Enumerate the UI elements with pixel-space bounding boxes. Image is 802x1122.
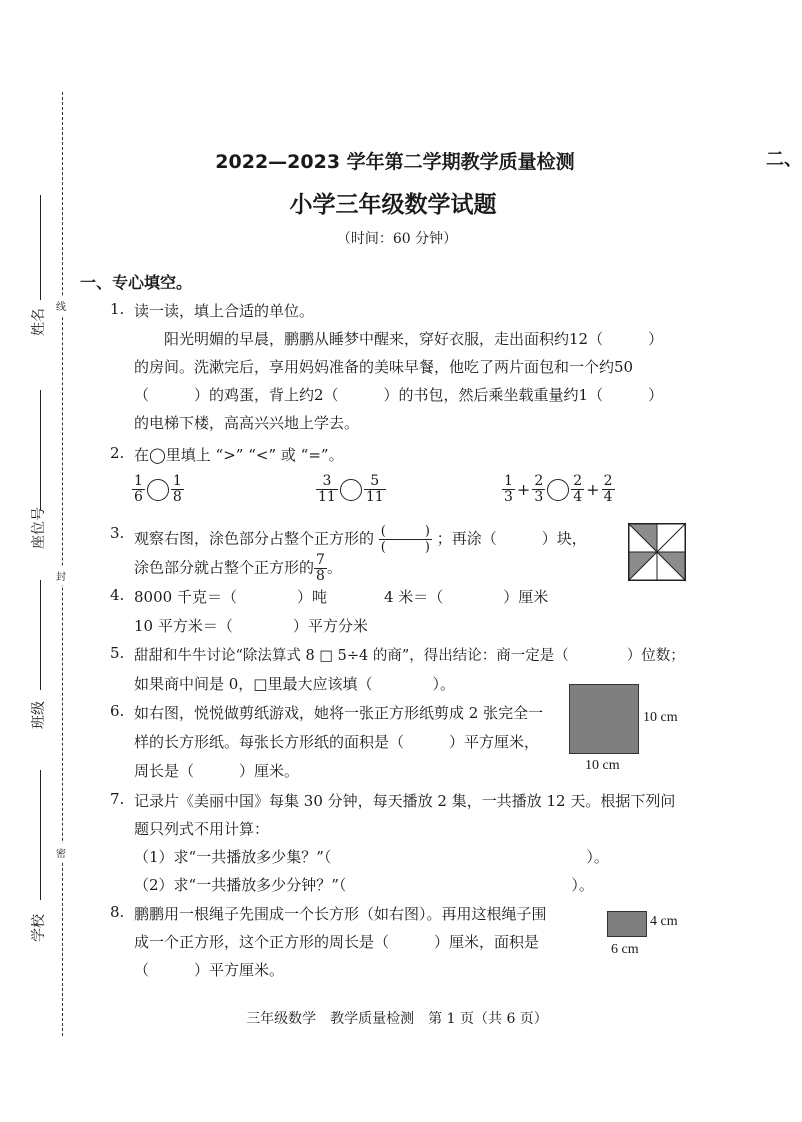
q3-number: 3. — [110, 524, 125, 542]
q7-number: 7. — [110, 790, 125, 808]
q2-compare-a — [132, 474, 184, 505]
cut-mark-line: 线 — [56, 296, 66, 315]
q2-number: 2. — [110, 444, 125, 462]
q1-number: 1. — [110, 300, 125, 318]
q1-line1: 阳光明媚的早晨，鹏鹏从睡梦中醒来，穿好衣服，走出面积约12（ ） — [164, 330, 664, 348]
q1-line3: （ ）的鸡蛋，背上约2（ ）的书包，然后乘坐载重量约1（ ） — [134, 386, 664, 404]
q8-rectangle-figure — [607, 911, 647, 937]
q3-text-c: 涂色部分就占整个正方形的 — [134, 558, 315, 577]
q8-line2: 成一个正方形，这个正方形的周长是（ ）厘米，面积是 — [134, 933, 540, 951]
main-title: 小学三年级数学试题 — [289, 192, 497, 218]
q8-side-label: 4 cm — [650, 914, 678, 929]
label-school: 学校 — [31, 914, 47, 942]
q3-text-a: 观察右图，涂色部分占整个正方形的 — [134, 529, 375, 548]
label-seat: 座位号 — [31, 507, 47, 549]
fraction: $\frac{2}{4}$ — [603, 473, 613, 505]
q3-text-end: 。 — [326, 558, 342, 577]
q6-bottom-label: 10 cm — [585, 758, 620, 773]
q7-sub2: （2）求“一共播放多少分钟？”（ ）。 — [134, 876, 594, 894]
compare-circle[interactable] — [547, 479, 569, 501]
fraction: $\frac{2}{3}$ — [534, 473, 544, 505]
label-class: 班级 — [31, 701, 47, 729]
time-note: （时间：60 分钟） — [336, 231, 458, 247]
q6-number: 6. — [110, 702, 125, 720]
plus-sign: + — [516, 480, 531, 499]
q6-square-figure — [569, 684, 639, 754]
fraction: $\frac{1}{6}$ — [134, 473, 143, 505]
q3-square-figure — [628, 523, 686, 581]
edge-text: 二、 — [766, 149, 802, 170]
q5-line2: 如果商中间是 0，□里最大应该填（ ）。 — [134, 675, 455, 693]
school-line — [40, 770, 41, 900]
q6-line2: 样的长方形纸。每张长方形纸的面积是（ ）平方厘米， — [134, 733, 540, 751]
fraction: $\frac{3}{11}$ — [318, 473, 336, 505]
q7-sub1: （1）求“一共播放多少集？”（ ）。 — [134, 848, 609, 866]
q1-line2: 的房间。洗漱完后，享用妈妈准备的美味早餐，他吃了两片面包和一个约50 — [134, 358, 634, 376]
q4-number: 4. — [110, 586, 125, 604]
q8-line3: （ ）平方厘米。 — [134, 961, 285, 979]
q3-line1 — [134, 524, 587, 555]
q6-side-label: 10 cm — [643, 710, 678, 725]
q7-line2: 题只列式不用计算： — [134, 820, 270, 838]
q8-number: 8. — [110, 903, 125, 921]
q8-line1: 鹏鹏用一根绳子先围成一个长方形（如右图）。再用这根绳子围 — [134, 905, 547, 923]
seat-line — [40, 390, 41, 510]
plus-sign: + — [586, 480, 600, 499]
q4-b: 4 米＝（ ）厘米 — [384, 588, 549, 606]
q3-text-b: ；再涂（ ）块， — [436, 529, 587, 548]
q1-prompt: 读一读，填上合适的单位。 — [134, 302, 315, 320]
q4-a: 8000 千克＝（ ）吨 — [134, 588, 327, 606]
q3-answer-fraction: $\frac{( )}{( )}$ — [380, 524, 430, 555]
q4-c: 10 平方米＝（ ）平方分米 — [134, 617, 368, 635]
q3-line2 — [134, 553, 342, 584]
q6-line1: 如右图，悦悦做剪纸游戏，她将一张正方形纸剪成 2 张完全一 — [134, 704, 544, 722]
fraction: $\frac{5}{11}$ — [365, 473, 384, 505]
q3-target-fraction: $\frac{7}{8}$ — [316, 552, 325, 584]
fraction: $\frac{1}{8}$ — [172, 473, 182, 505]
q2-compare-c — [502, 474, 615, 505]
q1-line4: 的电梯下楼，高高兴兴地上学去。 — [134, 414, 360, 432]
q6-line3: 周长是（ ）厘米。 — [134, 762, 300, 780]
fraction: $\frac{2}{4}$ — [573, 473, 583, 505]
page-footer: 三年级数学 教学质量检测 第 1 页（共 6 页） — [246, 1011, 548, 1027]
compare-circle[interactable] — [147, 479, 169, 501]
cut-mark-close: 密 — [56, 843, 66, 862]
section-heading: 一、专心填空。 — [80, 273, 193, 292]
q5-line1: 甜甜和牛牛讨论“除法算式 8 □ 5÷4 的商”，得出结论：商一定是（ ）位数； — [134, 648, 685, 664]
q8-bottom-label: 6 cm — [611, 942, 639, 957]
year-title: 2022—2023 学年第二学期教学质量检测 — [215, 151, 575, 173]
q2-prompt: 在◯里填上 “>” “<” 或 “=”。 — [134, 446, 344, 464]
class-line — [40, 580, 41, 690]
q2-compare-b — [316, 474, 386, 505]
q5-number: 5. — [110, 644, 125, 662]
compare-circle[interactable] — [340, 479, 362, 501]
cut-mark-seal: 封 — [56, 566, 66, 585]
fraction: $\frac{1}{3}$ — [504, 473, 513, 505]
q7-line1: 记录片《美丽中国》每集 30 分钟，每天播放 2 集，一共播放 12 天。根据下列问 — [134, 792, 676, 810]
label-name: 姓名 — [31, 308, 47, 336]
